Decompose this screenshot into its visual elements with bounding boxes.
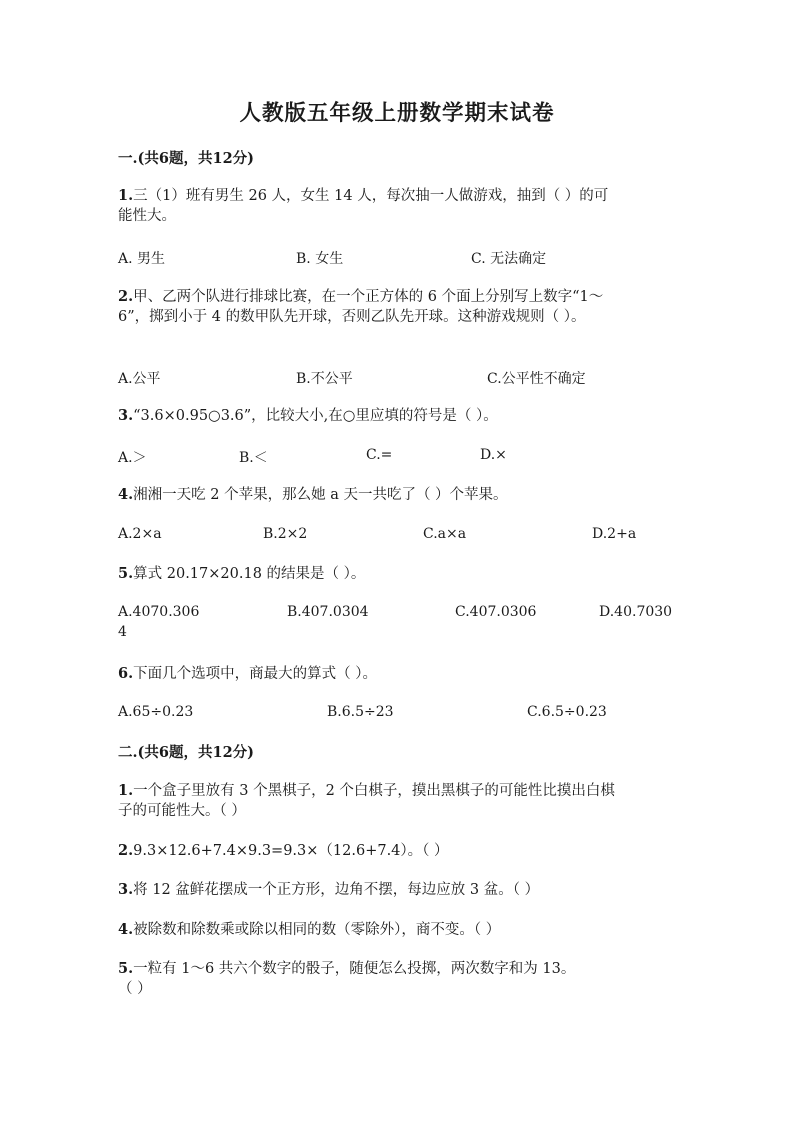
question-1-2-cont: 6”，掷到小于 4 的数甲队先开球，否则乙队先开球。这种游戏规则（ ）。 (118, 309, 586, 325)
question-number: 4. (118, 486, 134, 503)
question-1-1-cont: 能性大。 (118, 208, 176, 224)
option-b: B.407.0304 (287, 604, 369, 620)
question-2-3 (118, 880, 678, 900)
question-text: 甲、乙两个队进行排球比赛，在一个正方体的 6 个面上分别写上数字“1～ (133, 289, 604, 305)
option-d-wrap: 4 (118, 624, 127, 640)
section-heading-2: 二.(共6题，共12分) (118, 744, 255, 761)
option-c: C.公平性不确定 (487, 371, 586, 387)
question-number: 4. (118, 921, 134, 938)
question-text: 9.3×12.6+7.4×9.3=9.3×（12.6+7.4）。（ ） (133, 843, 449, 859)
question-1-1 (118, 186, 678, 206)
question-text: 将 12 盆鲜花摆成一个正方形，边角不摆，每边应放 3 盆。（ ） (133, 882, 540, 898)
option-a: A.＞ (118, 450, 147, 466)
option-a: A.2×a (118, 526, 162, 542)
option-b: B.2×2 (263, 526, 308, 542)
question-number: 3. (118, 407, 134, 424)
option-b: B.不公平 (296, 371, 353, 387)
question-text: 一粒有 1～6 共六个数字的骰子，随便怎么投掷，两次数字和为 13。 (133, 961, 576, 977)
question-text: 下面几个选项中，商最大的算式（ ）。 (133, 666, 377, 682)
question-text: 三（1）班有男生 26 人，女生 14 人，每次抽一人做游戏，抽到（ ）的可 (133, 188, 609, 204)
question-1-3 (118, 406, 678, 426)
option-d: D.40.7030 (599, 604, 673, 620)
question-2-5 (118, 959, 678, 979)
question-2-1 (118, 781, 678, 801)
question-1-2 (118, 287, 678, 307)
question-number: 1. (118, 187, 134, 204)
option-b: B. 女生 (296, 251, 344, 267)
option-c: C.6.5÷0.23 (527, 704, 607, 720)
question-number: 5. (118, 960, 134, 977)
page-title: 人教版五年级上册数学期末试卷 (239, 101, 555, 126)
question-2-1-cont: 子的可能性大。（ ） (118, 803, 246, 819)
question-number: 2. (118, 288, 134, 305)
option-b: B.6.5÷23 (327, 704, 394, 720)
option-c: C. 无法确定 (471, 251, 547, 267)
question-text: 被除数和除数乘或除以相同的数（零除外），商不变。（ ） (133, 922, 501, 938)
question-2-4 (118, 920, 678, 940)
question-1-4 (118, 485, 678, 505)
question-number: 1. (118, 782, 134, 799)
option-d: D.2+a (592, 526, 637, 542)
question-text: 湘湘一天吃 2 个苹果，那么她 a 天一共吃了（ ）个苹果。 (133, 487, 508, 503)
question-number: 3. (118, 881, 134, 898)
option-c: C.a×a (423, 526, 467, 542)
option-a: A.公平 (118, 371, 161, 387)
question-text: 一个盒子里放有 3 个黑棋子，2 个白棋子，摸出黑棋子的可能性比摸出白棋 (133, 783, 615, 799)
question-1-6 (118, 664, 678, 684)
option-a: A. 男生 (118, 251, 166, 267)
option-a: A.4070.306 (118, 604, 200, 620)
option-d: D.× (480, 447, 507, 463)
option-c: C.= (366, 447, 393, 463)
option-c: C.407.0306 (455, 604, 537, 620)
question-1-5 (118, 564, 678, 584)
option-a: A.65÷0.23 (118, 704, 194, 720)
question-text: 算式 20.17×20.18 的结果是（ ）。 (133, 566, 366, 582)
question-text: “3.6×0.95○3.6”，比较大小,在○里应填的符号是（ ）。 (133, 408, 498, 424)
question-number: 2. (118, 842, 134, 859)
section-heading-1: 一.(共6题，共12分) (118, 150, 255, 167)
question-2-5-cont: （ ） (118, 981, 152, 997)
question-2-2 (118, 841, 678, 861)
question-number: 6. (118, 665, 134, 682)
question-number: 5. (118, 565, 134, 582)
option-b: B.＜ (239, 450, 268, 466)
